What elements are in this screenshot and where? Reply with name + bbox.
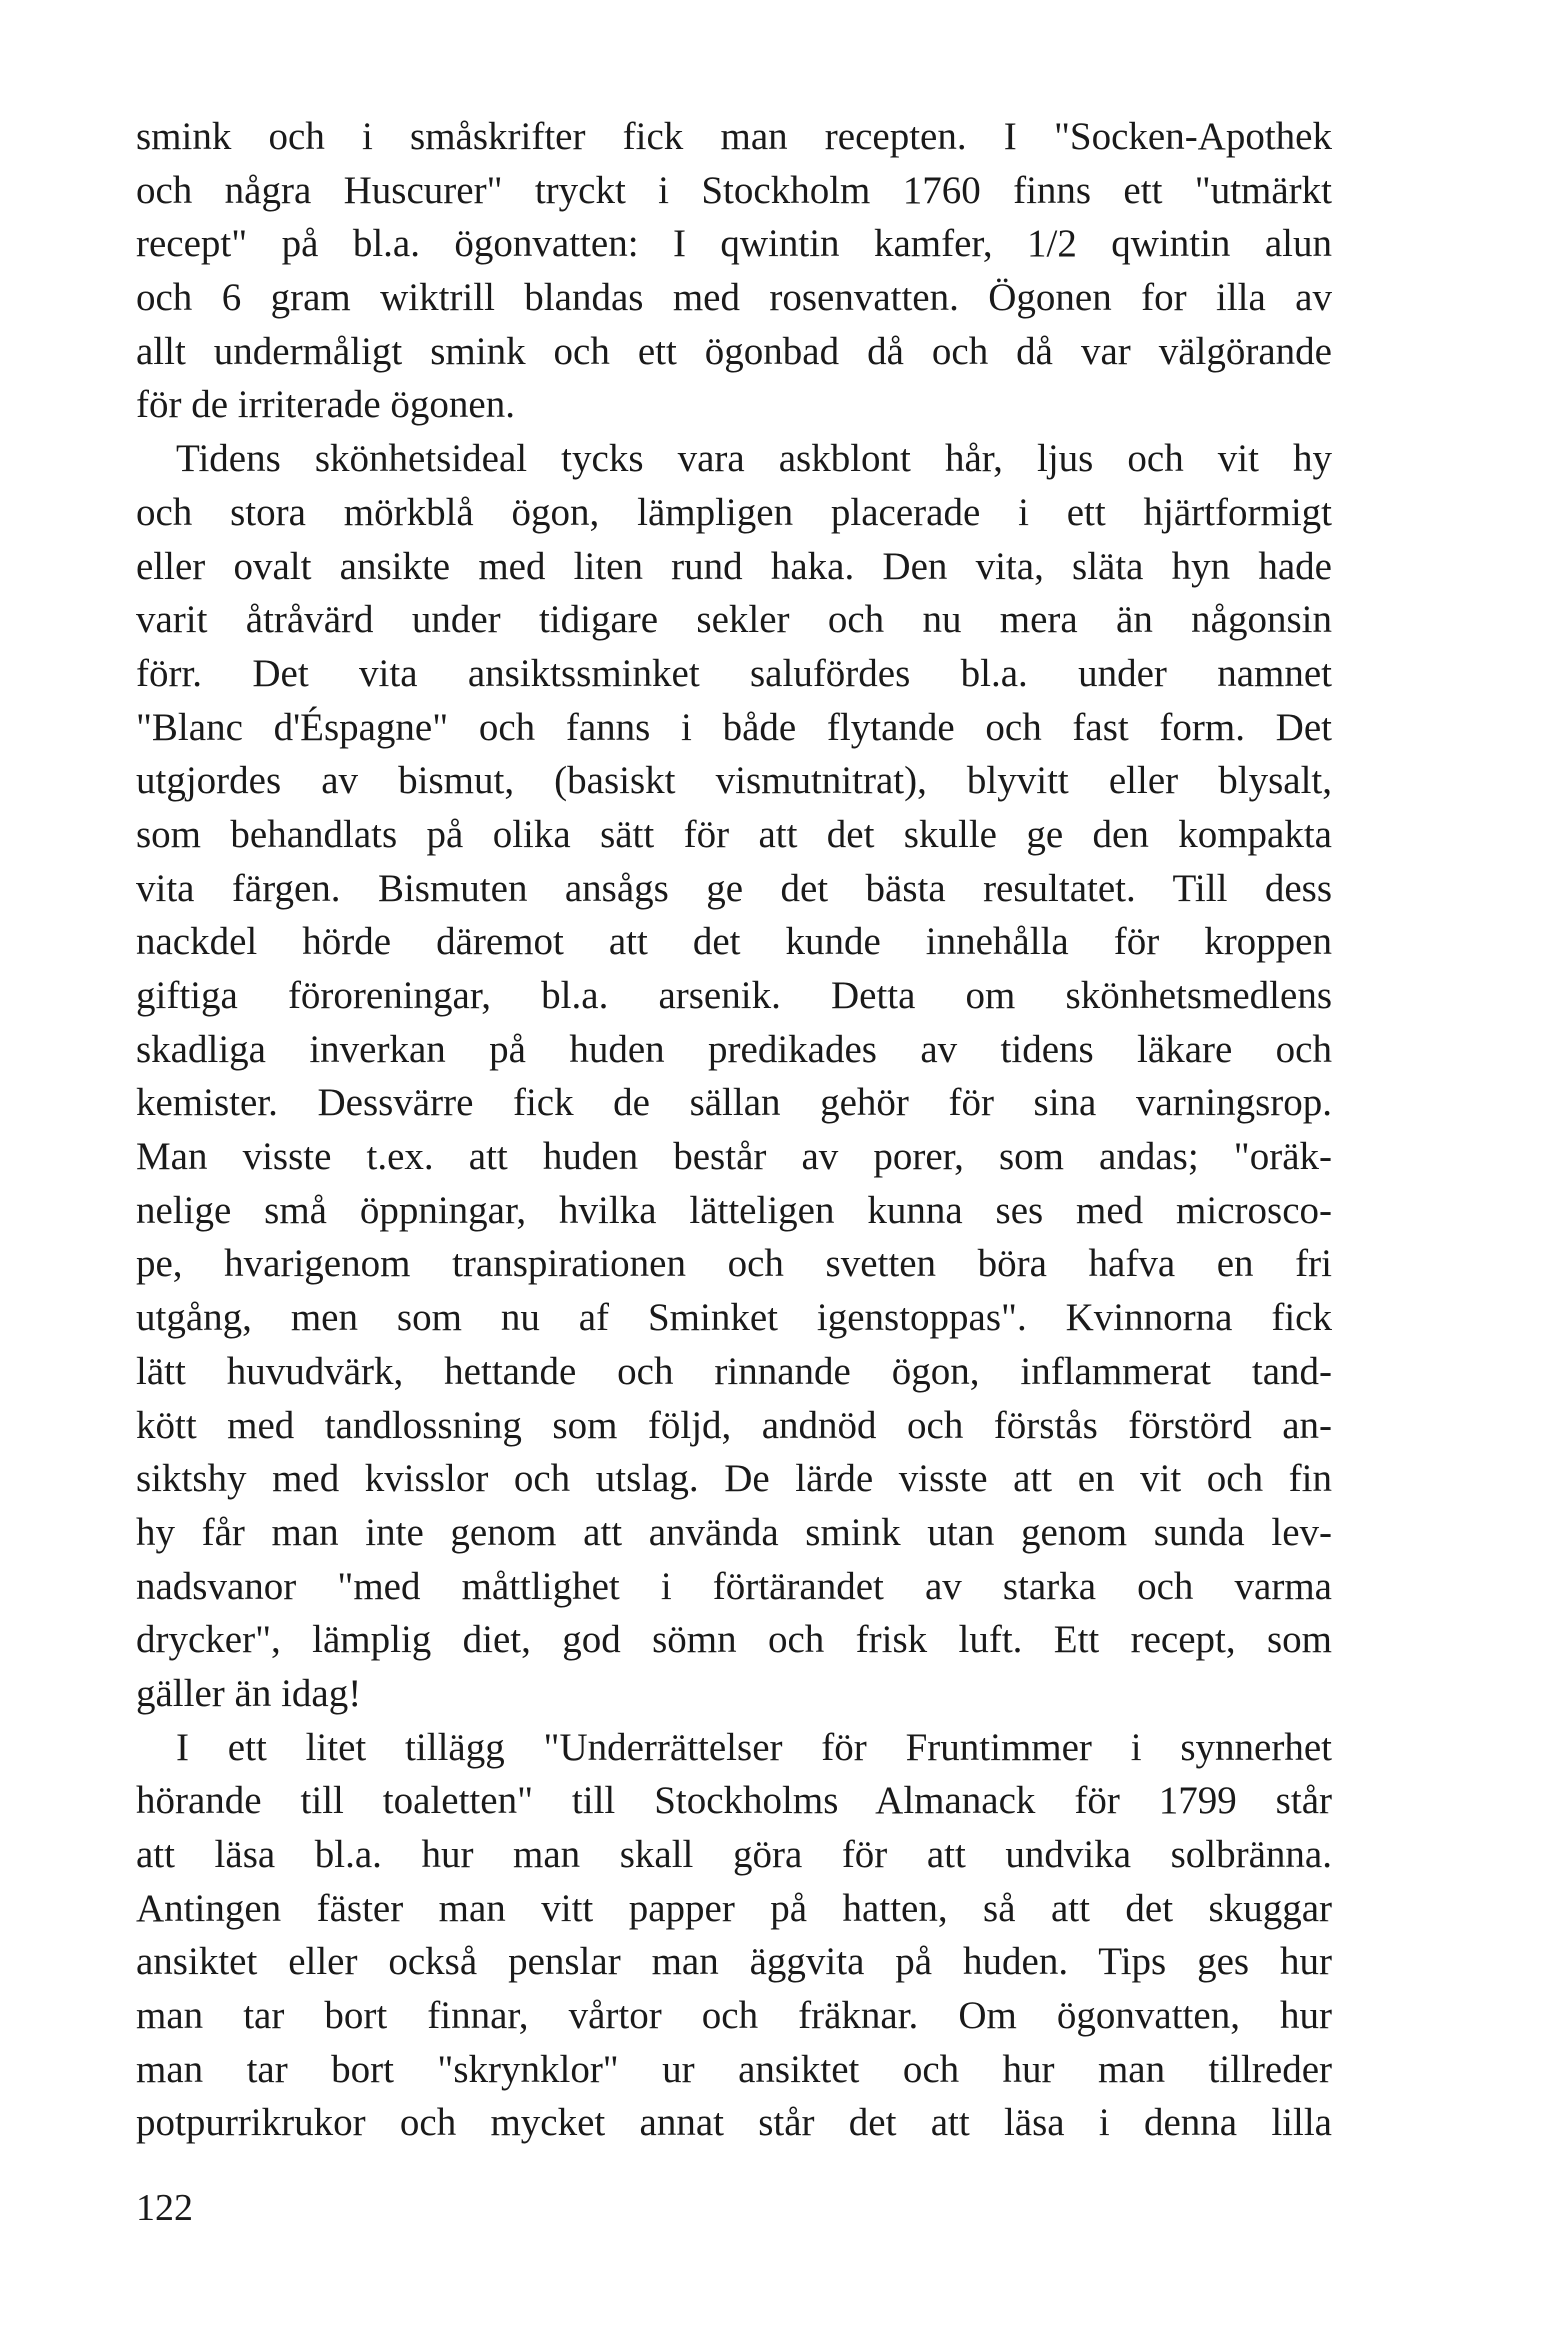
text-line: utgång, men som nu af Sminket igenstoppas". Kvinnorna fick (136, 1296, 1332, 1340)
text-line: potpurrikrukor och mycket annat står det att läsa i denna lilla (136, 2101, 1332, 2145)
text-line: kött med tandlossning som följd, andnöd och förstås förstörd an- (136, 1403, 1332, 1447)
text-line: och några Huscurer" tryckt i Stockholm 1760 finns ett "utmärkt (136, 168, 1332, 212)
text-line: och stora mörkblå ögon, lämpligen placerade i ett hjärtformigt (136, 490, 1332, 534)
text-line: pe, hvarigenom transpirationen och svetten böra hafva en fri (136, 1242, 1332, 1286)
text-line: smink och i småskrifter fick man recepten. I "Socken-Apothek (136, 115, 1332, 158)
text-line: som behandlats på olika sätt för att det skulle ge den kompakta (136, 812, 1332, 856)
paragraph (136, 110, 1332, 432)
text-line: I ett litet tillägg "Underrättelser för Fruntimmer i synnerhet (176, 1725, 1332, 1769)
text-line: man tar bort "skrynklor" ur ansiktet och hur man tillreder (136, 2047, 1332, 2091)
text-line: drycker", lämplig diet, god sömn och frisk luft. Ett recept, som (136, 1618, 1332, 1662)
text-line: recept" på bl.a. ögonvatten: I qwintin kamfer, 1/2 qwintin alun (136, 222, 1332, 266)
text-line: nackdel hörde däremot att det kunde innehålla för kroppen (136, 920, 1332, 964)
paragraph (136, 432, 1332, 1721)
text-line: Tidens skönhetsideal tycks vara askblont hår, ljus och vit hy (176, 437, 1332, 481)
text-line: Antingen fäster man vitt papper på hatten, så att det skuggar (136, 1886, 1332, 1930)
text-line: att läsa bl.a. hur man skall göra för att undvika solbränna. (136, 1833, 1332, 1876)
body-text (136, 110, 1332, 2150)
text-line: skadliga inverkan på huden predikades av tidens läkare och (136, 1027, 1332, 1071)
text-line: "Blanc d'Éspagne" och fanns i både flytande och fast form. Det (136, 705, 1332, 749)
text-line: man tar bort finnar, vårtor och fräknar. Om ögonvatten, hur (136, 1994, 1332, 2038)
text-line: vita färgen. Bismuten ansågs ge det bästa resultatet. Till dess (136, 866, 1332, 910)
text-line: Man visste t.ex. att huden består av porer, som andas; "oräk- (136, 1135, 1332, 1179)
text-line: ansiktet eller också penslar man äggvita på huden. Tips ges hur (136, 1940, 1332, 1984)
text-line: lätt huvudvärk, hettande och rinnande ögon, inflammerat tand- (136, 1349, 1332, 1393)
text-line: kemister. Dessvärre fick de sällan gehör för sina varningsrop. (136, 1081, 1332, 1125)
text-line: siktshy med kvisslor och utslag. De lärde visste att en vit och fin (136, 1457, 1332, 1501)
text-line: giftiga föroreningar, bl.a. arsenik. Detta om skönhetsmedlens (136, 974, 1332, 1017)
text-line: förr. Det vita ansiktssminket salufördes bl.a. under namnet (136, 651, 1332, 695)
text-line: och 6 gram wiktrill blandas med rosenvatten. Ögonen for illa av (136, 276, 1332, 320)
text-line: för de irriterade ögonen. (136, 383, 515, 427)
text-line: utgjordes av bismut, (basiskt vismutnitrat), blyvitt eller blysalt, (136, 759, 1332, 803)
text-line: nelige små öppningar, hvilka lätteligen kunna ses med microsco- (136, 1188, 1332, 1232)
paragraph (136, 1721, 1332, 2151)
text-line: eller ovalt ansikte med liten rund haka. Den vita, släta hyn hade (136, 544, 1332, 588)
text-line: allt undermåligt smink och ett ögonbad då och då var välgörande (136, 329, 1332, 373)
text-line: varit åtråvärd under tidigare sekler och nu mera än någonsin (136, 598, 1332, 642)
text-line: hy får man inte genom att använda smink utan genom sunda lev- (136, 1510, 1332, 1554)
text-line: gäller än idag! (136, 1671, 362, 1715)
text-line: hörande till toaletten" till Stockholms Almanack för 1799 står (136, 1779, 1332, 1823)
text-line: nadsvanor "med måttlighet i förtärandet av starka och varma (136, 1564, 1332, 1608)
page-number: 122 (136, 2187, 193, 2229)
